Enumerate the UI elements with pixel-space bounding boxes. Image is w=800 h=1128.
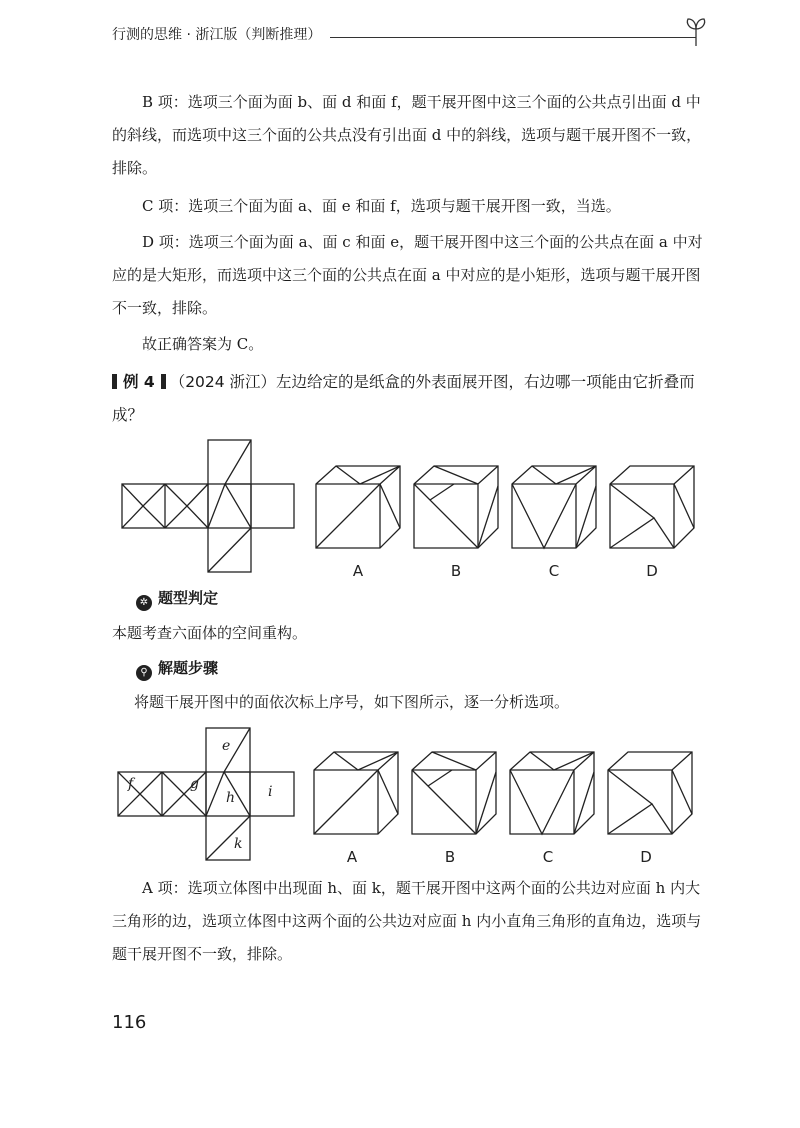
figure-1-option-d — [610, 466, 694, 548]
page-number: 116 — [112, 1012, 147, 1033]
figure-1-option-b — [414, 466, 498, 548]
section-steps-text: 将题干展开图中的面依次标上序号，如下图所示，逐一分析选项。 — [134, 693, 570, 711]
section-steps-heading: ⚲ 解题步骤 — [136, 657, 218, 681]
section-type-heading: ✲ 题型判定 — [136, 587, 218, 611]
section-type-text: 本题考查六面体的空间重构。 — [112, 624, 308, 642]
figure-1 — [0, 434, 800, 584]
figure-2-label-d: D — [640, 848, 652, 866]
figure-1-label-c: C — [548, 562, 560, 580]
figure-1-option-a — [316, 466, 400, 548]
figure-2 — [0, 724, 800, 870]
paragraph-answer: 故正确答案为 C。 — [142, 335, 264, 353]
figure-2-option-a — [314, 752, 398, 834]
sprout-icon — [684, 14, 708, 48]
figure-2-option-d — [608, 752, 692, 834]
gear-icon: ✲ — [136, 595, 152, 611]
face-label-g: g — [190, 776, 199, 792]
paragraph-b-item: B 项：选项三个面为面 b、面 d 和面 f，题干展开图中这三个面的公共点引出面 d 中的斜线，而选项中这三个面的公共点没有引出面 d 中的斜线，选项与题干展开图不一致，排除。 — [112, 93, 702, 177]
figure-1-option-c — [512, 466, 596, 548]
figure-1-net — [122, 440, 294, 572]
header-rule — [330, 37, 696, 38]
figure-1-label-b: B — [450, 562, 462, 580]
figure-1-label-a: A — [352, 562, 364, 580]
face-label-f: f — [128, 776, 134, 792]
figure-2-label-b: B — [444, 848, 456, 866]
face-label-e: e — [222, 738, 231, 754]
example-marker-left — [112, 374, 117, 389]
figure-2-label-c: C — [542, 848, 554, 866]
figure-2-label-a: A — [346, 848, 358, 866]
figure-2-option-b — [412, 752, 496, 834]
example-question: 例 4 （2024 浙江）左边给定的是纸盒的外表面展开图，右边哪一项能由它折叠而成？ — [112, 373, 695, 424]
face-label-h: h — [226, 790, 236, 806]
paragraph-d-item: D 项：选项三个面为面 a、面 c 和面 e，题干展开图中这三个面的公共点在面 a 中对应的是大矩形，而选项中这三个面的公共点在面 a 中对应的是小矩形，选项与题干展开图不一致，排除。 — [112, 233, 703, 317]
face-label-i: i — [268, 784, 273, 800]
figure-1-label-d: D — [646, 562, 658, 580]
paragraph-c-item: C 项：选项三个面为面 a、面 e 和面 f，选项与题干展开图一致，当选。 — [142, 197, 621, 215]
paragraph-a-item: A 项：选项立体图中出现面 h、面 k，题干展开图中这两个面的公共边对应面 h 内大三角形的边，选项立体图中这两个面的公共边对应面 h 内小直角三角形的直角边，选项与题干展开图不一致，排除。 — [112, 879, 702, 963]
face-label-k: k — [234, 836, 243, 852]
running-header-title: 行测的思维 · 浙江版（判断推理） — [112, 27, 322, 43]
figure-2-option-c — [510, 752, 594, 834]
magnifier-icon: ⚲ — [136, 665, 152, 681]
example-marker-right — [161, 374, 166, 389]
